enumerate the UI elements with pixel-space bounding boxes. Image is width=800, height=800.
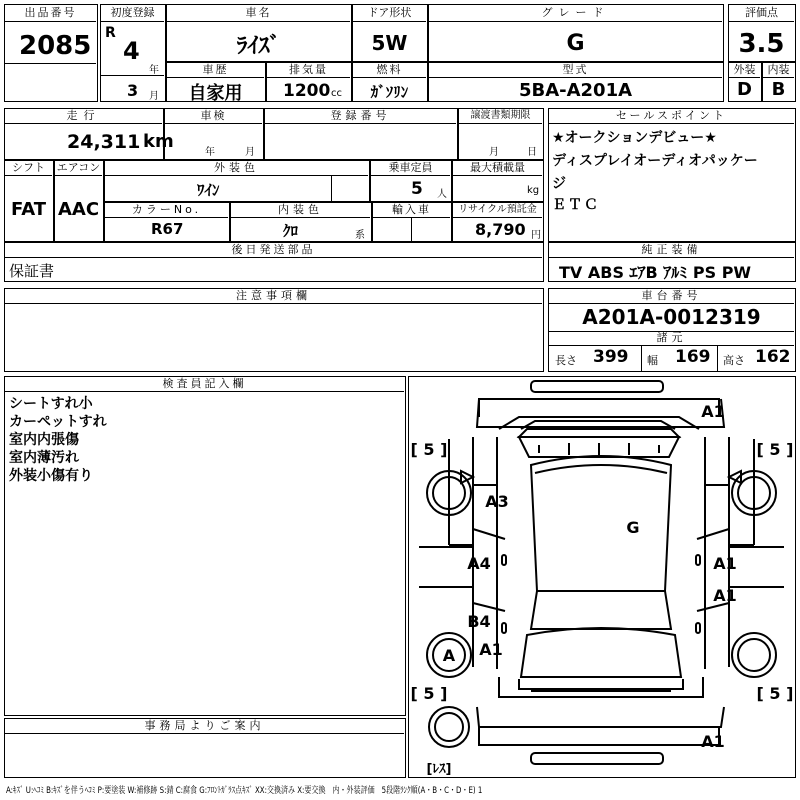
tread-front-right: [ 5 ]	[756, 440, 794, 459]
car-height: 162	[755, 347, 791, 367]
transfer-month-unit: 月	[489, 147, 499, 158]
shift-cell	[4, 160, 54, 242]
damage-mark: A1	[701, 402, 725, 421]
inspector-header: 検査員記入欄	[162, 377, 247, 390]
first-registration-header: 初度登録	[110, 6, 155, 19]
genuine-equipment-cell	[548, 242, 796, 282]
inspection-cell	[164, 108, 264, 160]
transfer-date-header: 譲渡書類期限	[470, 110, 531, 121]
damage-mark: A1	[479, 640, 503, 659]
damage-diagram-cell	[408, 376, 796, 778]
mileage-unit: km	[143, 131, 174, 152]
door-header: ドア形状	[367, 6, 412, 19]
aircon-cell	[54, 160, 104, 242]
ext-color-header: 外装色	[214, 161, 259, 174]
lot-number-cell	[4, 4, 98, 102]
registration-number-header: 登録番号	[330, 109, 391, 122]
sales-point-item: ジ	[552, 176, 566, 192]
displacement: 1200	[283, 81, 331, 101]
inspection-year-unit: 年	[205, 147, 215, 158]
inspector-note: シートすれ小	[9, 396, 93, 412]
fuel-cell	[352, 62, 428, 102]
car-name-header: 車名	[245, 6, 272, 19]
car-damage-diagram	[409, 377, 794, 776]
history-cell	[166, 62, 266, 102]
later-parts: 保証書	[9, 262, 55, 280]
sales-point-item: ★オークションデビュー★	[552, 130, 717, 146]
damage-mark: A	[442, 646, 456, 665]
ext-color-cell	[104, 160, 370, 202]
color-number: R67	[151, 220, 184, 238]
grade: G	[566, 31, 585, 56]
car-name-cell	[166, 4, 352, 62]
displacement-cell	[266, 62, 352, 102]
tread-rear-right: [ 5 ]	[756, 684, 794, 703]
max-load-header: 最大積載量	[470, 161, 525, 174]
sales-point-list	[552, 129, 758, 214]
aircon-type: AAC	[57, 199, 100, 220]
registration-number-cell	[264, 108, 458, 160]
legend	[6, 783, 796, 796]
later-parts-header: 後日発送部品	[231, 243, 316, 256]
transfer-day-unit: 日	[527, 147, 537, 158]
model-header: 型式	[562, 63, 589, 76]
recycle-cell	[452, 202, 544, 242]
shift-type: FAT	[10, 199, 47, 220]
load-unit: kg	[527, 185, 540, 196]
inspection-header: 車検	[200, 109, 227, 122]
inspection-month-unit: 月	[245, 147, 255, 158]
office-cell	[4, 718, 406, 778]
model-cell	[428, 62, 724, 102]
mileage-header: 走行	[66, 109, 101, 122]
tread-spare: [ﾚｽ]	[426, 762, 452, 776]
displacement-header: 排気量	[289, 63, 328, 76]
month-unit: 月	[149, 91, 159, 102]
score-cell	[728, 4, 796, 62]
damage-mark: A1	[713, 586, 737, 605]
sales-point-header: セールスポイント	[615, 109, 727, 122]
capacity: 5	[411, 179, 423, 199]
car-history: 自家用	[188, 83, 243, 104]
mileage-cell	[4, 108, 174, 160]
max-load-cell	[452, 160, 544, 202]
int-color-header: 内装色	[278, 203, 323, 216]
transfer-date-cell	[458, 108, 544, 160]
length-label: 長さ	[555, 354, 577, 367]
inspector-note: 室内薄汚れ	[9, 450, 79, 466]
recycle-header: リサイクル預託金	[458, 204, 537, 215]
car-name: ﾗｲｽﾞ	[236, 34, 281, 59]
exterior-grade: D	[737, 79, 752, 100]
capacity-unit: 人	[437, 189, 447, 200]
grade-cell	[428, 4, 724, 62]
exterior-header: 外装	[733, 63, 756, 76]
capacity-cell	[370, 160, 452, 202]
year-unit: 年	[149, 65, 159, 76]
damage-mark: A1	[701, 732, 725, 751]
sales-point-cell	[548, 108, 796, 242]
model-code: 5BA-A201A	[518, 80, 633, 101]
damage-mark: A4	[467, 554, 491, 573]
recycle-unit: 円	[531, 230, 541, 241]
capacity-header: 乗車定員	[388, 161, 433, 174]
caution-cell	[4, 288, 544, 372]
chassis-number: A201A-0012319	[582, 305, 761, 329]
aircon-header: エアコン	[56, 161, 101, 174]
damage-mark: A3	[485, 492, 509, 511]
import-cell	[372, 202, 452, 242]
inspector-note: 外装小傷有り	[9, 468, 93, 484]
overall-score: 3.5	[738, 29, 785, 59]
tread-rear-left: [ 5 ]	[410, 684, 448, 703]
grade-header: グレード	[541, 6, 610, 19]
caution-header: 注意事項欄	[236, 289, 311, 302]
lot-number-header: 出品番号	[24, 6, 77, 19]
inspector-cell	[4, 376, 406, 716]
ext-grade-cell	[728, 62, 762, 102]
exterior-color: ﾜｲﾝ	[197, 181, 220, 199]
first-registration-cell	[100, 4, 166, 102]
width-label: 幅	[647, 354, 658, 367]
chassis-cell	[548, 288, 796, 372]
registration-year: 4	[123, 37, 140, 65]
chassis-header: 車台番号	[641, 289, 702, 302]
height-label: 高さ	[723, 354, 745, 367]
displacement-unit: cc	[331, 88, 342, 99]
sales-point-item: ＥＴＣ	[552, 197, 600, 213]
door-type: 5W	[371, 31, 408, 55]
inspector-notes	[9, 395, 107, 485]
genuine-equipment-header: 純正装備	[641, 243, 702, 256]
interior-header: 内装	[767, 63, 790, 76]
door-cell	[352, 4, 428, 62]
specs-header: 諸元	[656, 331, 687, 344]
int-grade-cell	[762, 62, 796, 102]
tread-front-left: [ 5 ]	[410, 440, 448, 459]
recycle-fee: 8,790	[475, 220, 526, 239]
import-header: 輸入車	[392, 203, 431, 216]
damage-mark: A1	[713, 554, 737, 573]
history-header: 車歴	[202, 63, 229, 76]
inspector-note: 室内内張傷	[9, 432, 79, 448]
legend-text: A:ｷｽﾞ U:ﾍｺﾐ B:ｷｽﾞを伴うﾍｺﾐ P:要塗装 W:補修跡 S:錆 C:腐食 G:ﾌﾛﾝﾄｶﾞﾗｽ点ｷｽﾞ XX:交換済み X:要交換 内・外装評価 5段階ﾗﾝｸ順(A・B・C・D・E) 1	[6, 786, 483, 796]
int-color-unit: 系	[355, 230, 365, 241]
registration-month: 3	[127, 81, 139, 100]
color-no-cell	[104, 202, 230, 242]
fuel-header: 燃料	[376, 63, 403, 76]
shift-header: シフト	[12, 161, 45, 174]
interior-grade: B	[771, 79, 786, 100]
car-width: 169	[675, 347, 711, 367]
later-parts-cell	[4, 242, 544, 282]
damage-mark: B4	[467, 612, 491, 631]
interior-color: ｸﾛ	[283, 222, 299, 240]
inspector-note: カーペットすれ	[9, 414, 107, 430]
score-header: 評価点	[745, 6, 778, 19]
lot-number: 2085	[19, 31, 92, 61]
damage-mark: G	[626, 518, 640, 537]
mileage: 24,311	[67, 131, 141, 153]
office-header: 事務局よりご案内	[144, 719, 265, 732]
car-length: 399	[593, 347, 629, 367]
era: R	[105, 25, 116, 41]
int-color-cell	[230, 202, 372, 242]
sales-point-item: ディスプレイオーディオパッケー	[552, 153, 758, 169]
genuine-equipment: TV ABS ｴｱB ｱﾙﾐ PS PW	[559, 263, 752, 282]
fuel-type: ｶﾞｿﾘﾝ	[370, 83, 409, 101]
color-no-header: カラーNo.	[131, 203, 202, 216]
